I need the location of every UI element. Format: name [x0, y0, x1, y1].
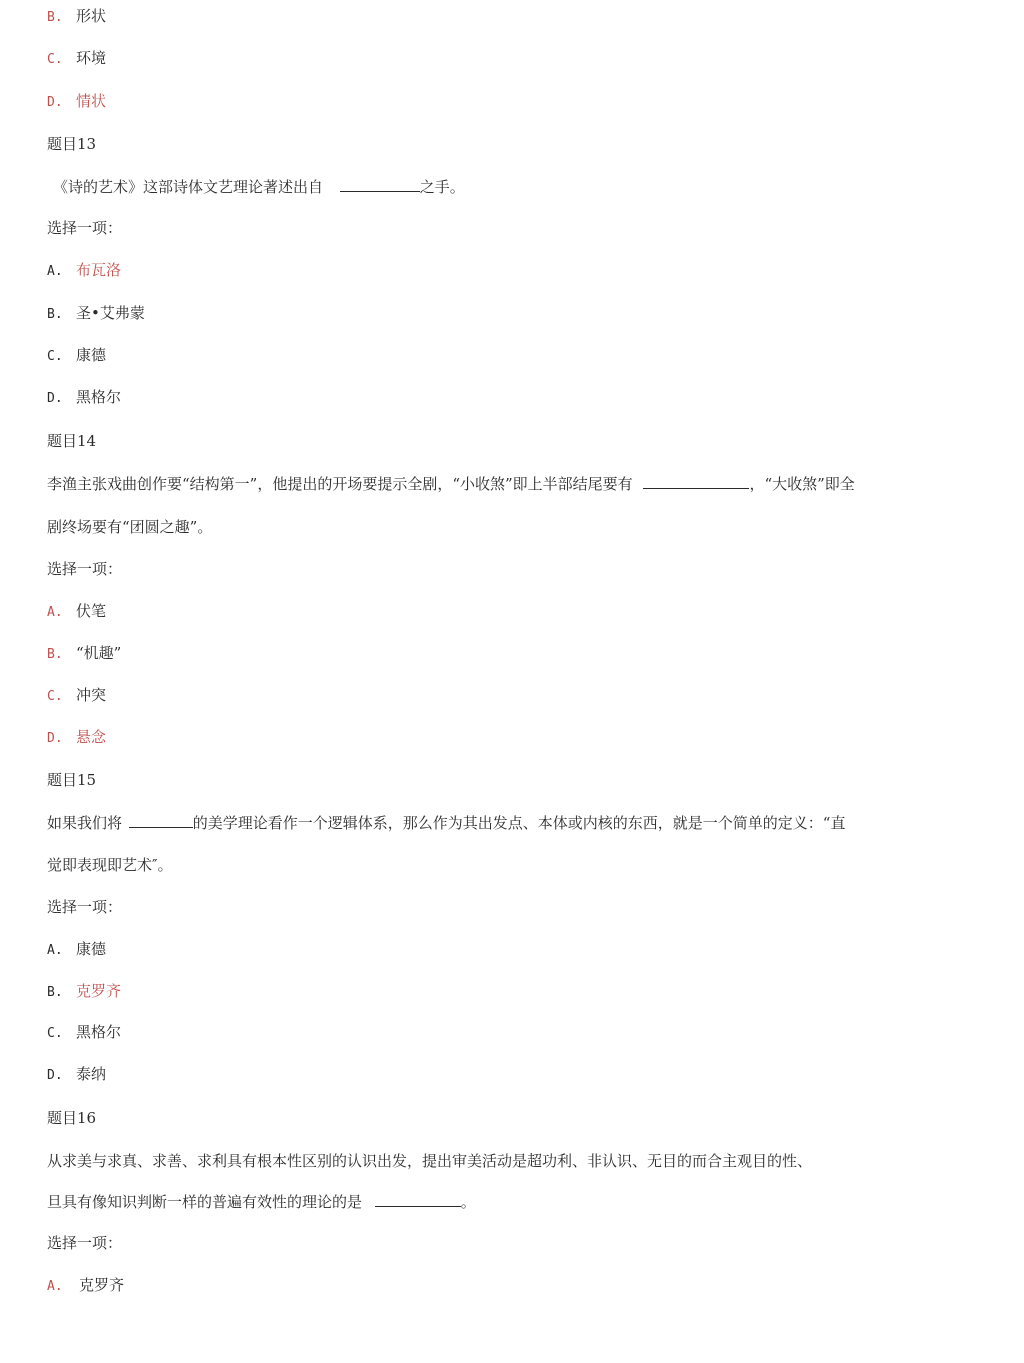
- option-text: 布瓦洛: [76, 261, 122, 279]
- question-14-option-b[interactable]: [47, 643, 984, 665]
- option-text: 冲突: [76, 686, 107, 704]
- option-letter: A.: [47, 264, 63, 279]
- answer-blank: [340, 177, 420, 192]
- option-letter: C.: [47, 689, 63, 704]
- option-letter: B.: [47, 985, 63, 1000]
- option-text: 黑格尔: [76, 388, 122, 406]
- option-b-prev[interactable]: [47, 6, 984, 28]
- option-text: 伏笔: [76, 602, 107, 620]
- question-13-option-a[interactable]: [47, 260, 984, 282]
- option-text: 悬念: [76, 728, 107, 746]
- option-letter: B.: [47, 307, 63, 322]
- option-text: 克罗齐: [76, 982, 122, 1000]
- question-14-option-a[interactable]: [47, 601, 984, 623]
- option-c-prev[interactable]: [47, 48, 984, 70]
- answer-blank: [375, 1192, 461, 1207]
- question-13-title: 题目13: [47, 135, 97, 153]
- option-text: 克罗齐: [79, 1276, 125, 1294]
- option-text: “机趣”: [76, 644, 122, 662]
- option-letter: D.: [47, 731, 63, 746]
- question-15-title: 题目15: [47, 771, 97, 789]
- question-15-option-b[interactable]: [47, 981, 984, 1003]
- question-15-prompt: 选择一项：: [47, 898, 123, 916]
- option-letter: D.: [47, 1068, 63, 1083]
- question-15-stem-line1: 如果我们将 的美学理论看作一个逻辑体系，那么作为其出发点、本体或内核的东西，就是一个简单的定义：“直: [47, 814, 846, 832]
- option-letter: C.: [47, 52, 63, 67]
- option-letter: A.: [47, 605, 63, 620]
- question-14-prompt: 选择一项：: [47, 560, 123, 578]
- question-14-title: 题目14: [47, 432, 97, 450]
- question-13-stem: 《诗的艺术》这部诗体文艺理论著述出自 之手。: [53, 178, 465, 196]
- question-14-option-d[interactable]: [47, 727, 984, 749]
- answer-blank: [129, 813, 193, 828]
- question-16-title: 题目16: [47, 1109, 97, 1127]
- question-15-option-a[interactable]: [47, 939, 984, 961]
- option-text: 环境: [76, 49, 107, 67]
- option-text: 黑格尔: [76, 1023, 122, 1041]
- question-15-option-d[interactable]: [47, 1064, 984, 1086]
- option-d-prev[interactable]: [47, 91, 984, 113]
- question-15-option-c[interactable]: [47, 1022, 984, 1044]
- option-text: 情状: [76, 92, 107, 110]
- question-15-stem-line2: 觉即表现即艺术″。: [47, 856, 173, 874]
- question-13-option-d[interactable]: [47, 387, 984, 409]
- option-letter: B.: [47, 10, 63, 25]
- question-13-option-c[interactable]: [47, 345, 984, 367]
- option-letter: A.: [47, 1279, 63, 1294]
- option-text: 泰纳: [76, 1065, 107, 1083]
- question-16-stem-line2: 旦具有像知识判断一样的普遍有效性的理论的是 。: [47, 1193, 476, 1211]
- question-16-prompt: 选择一项：: [47, 1234, 123, 1252]
- option-letter: B.: [47, 647, 63, 662]
- question-14-stem-line2: 剧终场要有“团圆之趣”。: [47, 518, 213, 536]
- question-13-prompt: 选择一项：: [47, 219, 123, 237]
- option-letter: D.: [47, 391, 63, 406]
- question-13-option-b[interactable]: [47, 303, 984, 325]
- option-letter: C.: [47, 1026, 63, 1041]
- question-16-option-a[interactable]: [47, 1275, 984, 1297]
- question-14-stem-line1: 李渔主张戏曲创作要“结构第一”，他提出的开场要提示全剧，“小收煞”即上半部结尾要有 ，“大收煞”即全: [47, 475, 855, 493]
- option-letter: D.: [47, 95, 63, 110]
- answer-blank: [643, 474, 749, 489]
- option-text: 康德: [76, 940, 107, 958]
- option-text: 圣•艾弗蒙: [76, 304, 145, 322]
- option-text: 形状: [76, 7, 107, 25]
- question-16-stem-line1: 从求美与求真、求善、求利具有根本性区别的认识出发，提出审美活动是超功利、非认识、无目的而合主观目的性、: [47, 1152, 813, 1170]
- option-letter: C.: [47, 349, 63, 364]
- option-text: 康德: [76, 346, 107, 364]
- question-14-option-c[interactable]: [47, 685, 984, 707]
- option-letter: A.: [47, 943, 63, 958]
